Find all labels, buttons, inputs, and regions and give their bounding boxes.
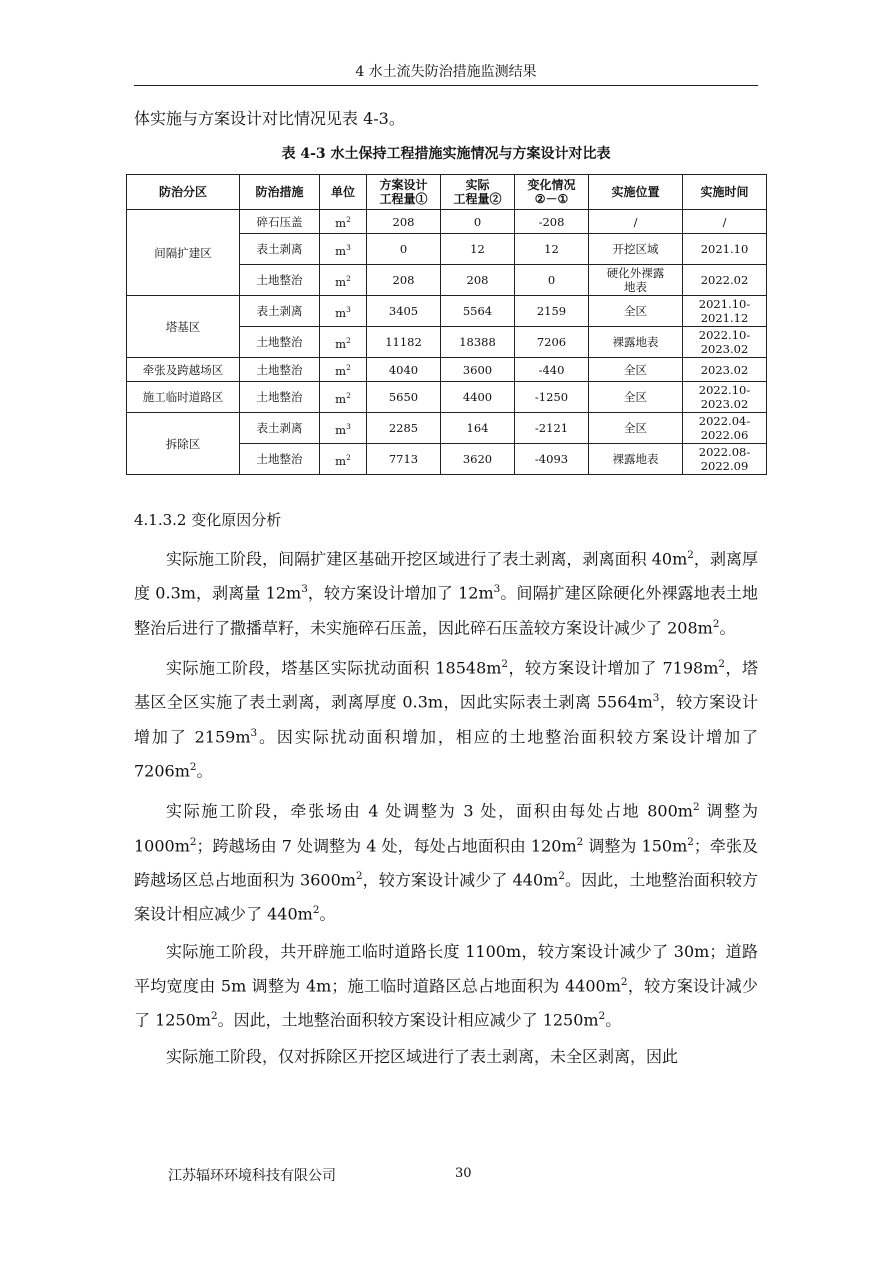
unit-cell: $m^2$ xyxy=(320,358,367,382)
paragraph: 实际施工阶段，间隔扩建区基础开挖区域进行了表土剥离，剥离面积 $40m^2$，剥离厚度 0.3m，剥离量 $12m^3$，较方案设计增加了 $12m^3$。间隔扩建区除硬化外裸露地表土地整治后进行了撒播草籽，未实施碎石压盖，因此碎石压盖较方案设计减少了 $208m^2$。 xyxy=(134,549,758,637)
design-cell: 208 xyxy=(367,210,441,234)
col-header-change: 变化情况 ②－① xyxy=(515,175,589,210)
measure-cell: 土地整治 xyxy=(240,382,320,413)
unit-cell: $m^2$ xyxy=(320,382,367,413)
comparison-table xyxy=(126,174,767,475)
location-cell: 开挖区域 xyxy=(589,234,683,265)
col-header-design: 方案设计 工程量① xyxy=(367,175,441,210)
table-row xyxy=(127,358,767,382)
measure-cell: 土地整治 xyxy=(240,327,320,358)
actual-cell: 208 xyxy=(441,265,515,296)
location-cell: 硬化外裸露 地表 xyxy=(589,265,683,296)
zone-cell: 拆除区 xyxy=(127,413,240,475)
actual-cell: 3620 xyxy=(441,444,515,475)
time-cell: 2022.04- 2022.06 xyxy=(683,413,767,444)
measure-cell: 表土剥离 xyxy=(240,296,320,327)
col-header-zone: 防治分区 xyxy=(127,175,240,210)
page-header: 4 水土流失防治措施监测结果 xyxy=(355,64,537,80)
measure-cell: 表土剥离 xyxy=(240,234,320,265)
paragraph: 实际施工阶段，仅对拆除区开挖区域进行了表土剥离，未全区剥离，因此 xyxy=(166,1047,679,1067)
location-cell: / xyxy=(589,210,683,234)
time-cell: 2022.08- 2022.09 xyxy=(683,444,767,475)
time-cell: 2022.10- 2023.02 xyxy=(683,382,767,413)
measure-cell: 土地整治 xyxy=(240,444,320,475)
paragraph: 实际施工阶段，塔基区实际扰动面积 $18548m^2$，较方案设计增加了 $7198m^2$，塔基区全区实施了表土剥离，剥离厚度 0.3m，因此实际表土剥离 $5564m^3$，较方案设计增加了 $2159m^3$。因实际扰动面积增加，相应的土地整治面积较方案设计增加了 $7206m^2$。 xyxy=(134,657,758,781)
design-cell: 0 xyxy=(367,234,441,265)
change-cell: -208 xyxy=(515,210,589,234)
header-rule xyxy=(134,85,758,86)
section-heading: 4.1.3.2 变化原因分析 xyxy=(134,511,282,529)
actual-cell: 3600 xyxy=(441,358,515,382)
change-cell: -1250 xyxy=(515,382,589,413)
unit-cell: $m^3$ xyxy=(320,234,367,265)
table-row xyxy=(127,382,767,413)
unit-cell: $m^3$ xyxy=(320,413,367,444)
intro-line: 体实施与方案设计对比情况见表 4-3。 xyxy=(134,109,405,128)
time-cell: 2021.10- 2021.12 xyxy=(683,296,767,327)
table-header-row xyxy=(127,175,767,210)
change-cell: -2121 xyxy=(515,413,589,444)
col-header-time: 实施时间 xyxy=(683,175,767,210)
actual-cell: 0 xyxy=(441,210,515,234)
col-header-unit: 单位 xyxy=(320,175,367,210)
zone-cell: 牵张及跨越场区 xyxy=(127,358,240,382)
paragraph: 实际施工阶段，共开辟施工临时道路长度 1100m，较方案设计减少了 30m；道路平均宽度由 5m 调整为 4m；施工临时道路区总占地面积为 $4400m^2$，较方案设计减少了 $1250m^2$。因此，土地整治面积较方案设计相应减少了 $1250m^2$。 xyxy=(134,941,758,1030)
location-cell: 全区 xyxy=(589,413,683,444)
design-cell: 5650 xyxy=(367,382,441,413)
table-title: 表 4-3 水土保持工程措施实施情况与方案设计对比表 xyxy=(281,146,611,162)
change-cell: 0 xyxy=(515,265,589,296)
change-cell: 12 xyxy=(515,234,589,265)
location-cell: 全区 xyxy=(589,382,683,413)
body-text xyxy=(134,540,758,1078)
actual-cell: 164 xyxy=(441,413,515,444)
footer-company: 江苏辐环环境科技有限公司 xyxy=(168,1168,336,1184)
measure-cell: 表土剥离 xyxy=(240,413,320,444)
change-cell: 2159 xyxy=(515,296,589,327)
paragraph: 实际施工阶段，牵张场由 4 处调整为 3 处，面积由每处占地 $800m^2$ 调整为 $1000m^2$；跨越场由 7 处调整为 4 处，每处占地面积由 $120m^2$ 调整为 $150m^2$；牵张及跨越场区总占地面积为 $3600m^2$，较方案设计减少了 $440m^2$。因此，土地整治面积较方案设计相应减少了 $440m^2$。 xyxy=(134,801,758,924)
page-number: 30 xyxy=(455,1166,472,1181)
unit-cell: $m^3$ xyxy=(320,296,367,327)
design-cell: 3405 xyxy=(367,296,441,327)
table-row xyxy=(127,210,767,234)
table-row xyxy=(127,296,767,327)
actual-cell: 12 xyxy=(441,234,515,265)
design-cell: 11182 xyxy=(367,327,441,358)
actual-cell: 18388 xyxy=(441,327,515,358)
design-cell: 208 xyxy=(367,265,441,296)
time-cell: 2021.10 xyxy=(683,234,767,265)
zone-cell: 塔基区 xyxy=(127,296,240,358)
zone-cell: 施工临时道路区 xyxy=(127,382,240,413)
unit-cell: $m^2$ xyxy=(320,327,367,358)
actual-cell: 5564 xyxy=(441,296,515,327)
change-cell: -4093 xyxy=(515,444,589,475)
unit-cell: $m^2$ xyxy=(320,444,367,475)
location-cell: 裸露地表 xyxy=(589,444,683,475)
design-cell: 7713 xyxy=(367,444,441,475)
location-cell: 全区 xyxy=(589,358,683,382)
unit-cell: $m^2$ xyxy=(320,210,367,234)
unit-cell: $m^2$ xyxy=(320,265,367,296)
time-cell: 2022.02 xyxy=(683,265,767,296)
actual-cell: 4400 xyxy=(441,382,515,413)
change-cell: 7206 xyxy=(515,327,589,358)
col-header-measure: 防治措施 xyxy=(240,175,320,210)
design-cell: 4040 xyxy=(367,358,441,382)
change-cell: -440 xyxy=(515,358,589,382)
time-cell: 2022.10- 2023.02 xyxy=(683,327,767,358)
time-cell: / xyxy=(683,210,767,234)
location-cell: 裸露地表 xyxy=(589,327,683,358)
measure-cell: 碎石压盖 xyxy=(240,210,320,234)
design-cell: 2285 xyxy=(367,413,441,444)
location-cell: 全区 xyxy=(589,296,683,327)
zone-cell: 间隔扩建区 xyxy=(127,210,240,296)
col-header-actual: 实际 工程量② xyxy=(441,175,515,210)
time-cell: 2023.02 xyxy=(683,358,767,382)
measure-cell: 土地整治 xyxy=(240,265,320,296)
table-row xyxy=(127,413,767,444)
measure-cell: 土地整治 xyxy=(240,358,320,382)
col-header-location: 实施位置 xyxy=(589,175,683,210)
